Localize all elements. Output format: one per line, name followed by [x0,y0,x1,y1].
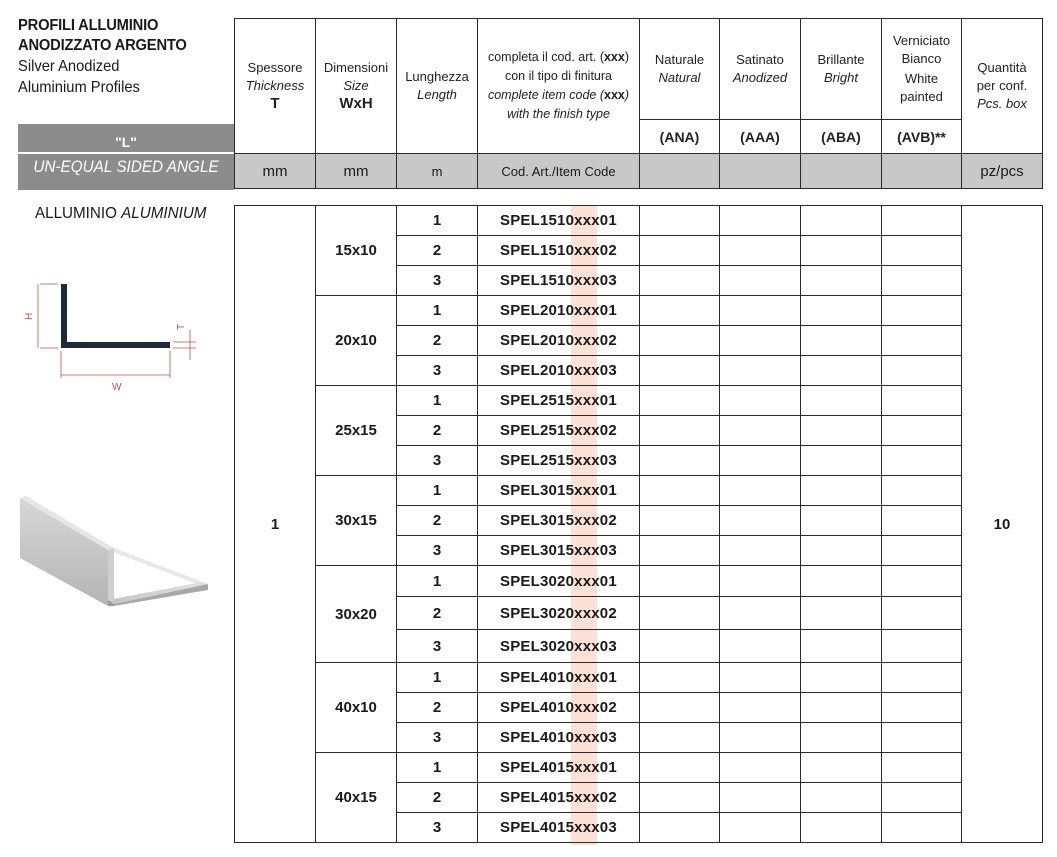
size-value: 20x10 [316,296,397,386]
unit-blank [720,154,801,189]
finish-checkbox-cell [640,566,720,597]
item-code-suffix: 02 [599,699,617,716]
item-code-suffix: 03 [599,272,617,289]
header-row [235,19,1043,120]
item-code-finish-placeholder: xxx [574,272,600,289]
finish-checkbox-cell [882,597,962,630]
thickness-en: Thickness [245,78,305,93]
item-code-suffix: 03 [599,819,617,836]
finish-checkbox-cell [640,536,720,566]
finish-checkbox-cell [640,783,720,813]
length-value: 1 [397,476,478,506]
material-label [35,205,206,223]
finish-checkbox-cell [720,597,801,630]
finish-checkbox-cell [882,536,962,566]
item-code-finish-placeholder: xxx [574,637,600,655]
finish-code-aaa: (AAA) [720,120,801,154]
finish-checkbox-cell [720,356,801,386]
finish-checkbox-cell [640,813,720,843]
item-code-prefix: SPEL3015 [500,542,575,559]
item-code [478,206,640,236]
finish-checkbox-cell [640,326,720,356]
size-it: Dimensioni [323,60,389,75]
header-code: completa il cod. art. (xxx) con il tipo di finitura complete item code (xxx) with the finish type [478,19,640,154]
thickness-it: Spessore [247,60,303,75]
length-value: 1 [397,386,478,416]
item-code-finish-placeholder: xxx [574,392,600,409]
finish-checkbox-cell [720,813,801,843]
length-value: 3 [397,813,478,843]
item-code [478,386,640,416]
finish-checkbox-cell [882,783,962,813]
unit-size: mm [316,154,397,189]
item-code-prefix: SPEL4015 [500,789,575,806]
item-code-prefix: SPEL4015 [500,819,575,836]
finish-checkbox-cell [640,663,720,693]
thickness-symbol: T [270,95,280,112]
finish-checkbox-cell [720,693,801,723]
item-code-finish-placeholder: xxx [574,362,600,379]
finish-checkbox-cell [801,813,882,843]
finish-checkbox-cell [640,506,720,536]
length-value: 2 [397,236,478,266]
item-code-suffix: 01 [599,212,617,229]
item-code-prefix: SPEL3020 [500,572,575,590]
finish-checkbox-cell [882,206,962,236]
item-code-suffix: 02 [599,789,617,806]
finish-checkbox-cell [640,386,720,416]
item-code-suffix: 01 [599,759,617,776]
item-code-finish-placeholder: xxx [574,542,600,559]
item-code-suffix: 01 [599,392,617,409]
quantity-value: 10 [962,206,1043,843]
finish-checkbox-cell [720,296,801,326]
item-code-suffix: 01 [599,302,617,319]
item-code-suffix: 02 [599,332,617,349]
finish-checkbox-cell [801,206,882,236]
finish-checkbox-cell [720,266,801,296]
item-code [478,566,640,597]
item-code-finish-placeholder: xxx [574,512,600,529]
finish-checkbox-cell [882,236,962,266]
header-thickness [235,19,316,154]
item-code-finish-placeholder: xxx [574,729,600,746]
item-code-finish-placeholder: xxx [574,819,600,836]
unit-blank [640,154,720,189]
finish-checkbox-cell [801,266,882,296]
item-code-finish-placeholder: xxx [574,332,600,349]
length-value: 1 [397,566,478,597]
length-value: 1 [397,296,478,326]
finish-checkbox-cell [640,476,720,506]
finish-checkbox-cell [801,296,882,326]
title-line-1: PROFILI ALLUMINIO [18,17,159,34]
finish-checkbox-cell [801,783,882,813]
size-en: Size [343,78,369,93]
finish-checkbox-cell [882,630,962,663]
item-code [478,506,640,536]
length-value: 2 [397,693,478,723]
finish-checkbox-cell [640,206,720,236]
item-code [478,356,640,386]
finish-checkbox-cell [640,236,720,266]
finish-checkbox-cell [720,723,801,753]
length-value: 2 [397,506,478,536]
finish-checkbox-cell [882,266,962,296]
item-code-suffix: 02 [599,512,617,529]
item-code-finish-placeholder: xxx [574,604,600,622]
unit-blank [801,154,882,189]
item-code [478,476,640,506]
title-line-4: Aluminium Profiles [18,79,140,96]
item-code [478,296,640,326]
table-row [235,663,1043,693]
profile-type-label [18,124,234,190]
finish-checkbox-cell [801,663,882,693]
item-code-finish-placeholder: xxx [574,789,600,806]
item-code-prefix: SPEL4015 [500,759,575,776]
item-code-suffix: 02 [599,604,617,622]
profile-quote: "L" [115,134,137,150]
finish-checkbox-cell [801,566,882,597]
item-code [478,446,640,476]
finish-code-avb: (AVB)** [882,120,962,154]
table-row [235,386,1043,416]
item-code-finish-placeholder: xxx [574,759,600,776]
header-size [316,19,397,154]
finish-checkbox-cell [801,326,882,356]
table-row [235,566,1043,597]
finish-checkbox-cell [801,236,882,266]
thickness-value: 1 [235,206,316,843]
unit-code: Cod. Art./Item Code [478,154,640,189]
finish-checkbox-cell [801,536,882,566]
h-label: H [24,312,35,320]
item-code-prefix: SPEL2010 [500,302,575,319]
item-code [478,597,640,630]
finish-checkbox-cell [640,296,720,326]
item-code [478,783,640,813]
length-value: 3 [397,723,478,753]
finish-checkbox-cell [720,536,801,566]
finish-checkbox-cell [640,693,720,723]
size-value: 30x15 [316,476,397,566]
item-code-finish-placeholder: xxx [574,302,600,319]
finish-checkbox-cell [801,723,882,753]
item-code-prefix: SPEL1510 [500,242,575,259]
finish-checkbox-cell [882,446,962,476]
finish-checkbox-cell [801,476,882,506]
finish-checkbox-cell [720,506,801,536]
finish-checkbox-cell [720,476,801,506]
length-value: 2 [397,783,478,813]
length-value: 1 [397,206,478,236]
finish-checkbox-cell [882,723,962,753]
item-code [478,813,640,843]
length-value: 3 [397,536,478,566]
size-value: 30x20 [316,566,397,663]
item-code-prefix: SPEL3020 [500,637,575,655]
finish-checkbox-cell [801,446,882,476]
item-code-suffix: 01 [599,669,617,686]
length-value: 2 [397,597,478,630]
finish-checkbox-cell [801,386,882,416]
item-code-prefix: SPEL3015 [500,512,575,529]
length-value: 1 [397,753,478,783]
finish-checkbox-cell [882,753,962,783]
finish-checkbox-cell [720,416,801,446]
finish-checkbox-cell [882,476,962,506]
item-code-suffix: 03 [599,362,617,379]
finish-code-ana: (ANA) [640,120,720,154]
label-divider [18,152,234,154]
length-value: 3 [397,446,478,476]
table-row [235,296,1043,326]
item-code-finish-placeholder: xxx [574,482,600,499]
size-value: 40x15 [316,753,397,843]
item-code-prefix: SPEL3020 [500,604,575,622]
item-code [478,266,640,296]
unit-length: m [397,154,478,189]
finish-checkbox-cell [801,597,882,630]
length-value: 3 [397,356,478,386]
finish-checkbox-cell [720,566,801,597]
item-code [478,536,640,566]
item-code-finish-placeholder: xxx [574,212,600,229]
finish-checkbox-cell [801,693,882,723]
finish-checkbox-cell [720,630,801,663]
length-en: Length [417,87,457,102]
item-code-prefix: SPEL2515 [500,452,575,469]
item-code-suffix: 01 [599,482,617,499]
table-row [235,753,1043,783]
item-code-suffix: 02 [599,242,617,259]
finish-checkbox-cell [640,753,720,783]
item-code [478,326,640,356]
item-code-suffix: 01 [599,572,617,590]
material-it: ALLUMINIO [35,205,117,222]
length-it: Lunghezza [405,69,469,84]
finish-checkbox-cell [720,783,801,813]
finish-checkbox-cell [801,506,882,536]
header-finish-natural: Naturale Natural [640,19,720,120]
finish-checkbox-cell [882,356,962,386]
item-code-prefix: SPEL2010 [500,332,575,349]
finish-checkbox-cell [640,266,720,296]
finish-checkbox-cell [882,506,962,536]
size-value: 25x15 [316,386,397,476]
material-en: ALUMINIUM [121,205,207,222]
item-code [478,693,640,723]
item-code-finish-placeholder: xxx [574,422,600,439]
unit-blank [882,154,962,189]
item-code-prefix: SPEL3015 [500,482,575,499]
finish-checkbox-cell [882,663,962,693]
finish-checkbox-cell [882,566,962,597]
profile-subtitle: UN-EQUAL SIDED ANGLE [33,157,219,176]
item-code-suffix: 02 [599,422,617,439]
product-table [234,18,1043,843]
item-code-suffix: 03 [599,452,617,469]
finish-checkbox-cell [720,386,801,416]
item-code-suffix: 03 [599,637,617,655]
finish-checkbox-cell [801,356,882,386]
profile-3d-illustration-icon [18,490,213,610]
item-code-prefix: SPEL2515 [500,392,575,409]
finish-checkbox-cell [720,753,801,783]
item-code [478,236,640,266]
item-code-finish-placeholder: xxx [574,572,600,590]
title-line-2: ANODIZZATO ARGENTO [18,37,187,54]
finish-checkbox-cell [720,663,801,693]
finish-checkbox-cell [720,326,801,356]
item-code [478,753,640,783]
finish-checkbox-cell [801,753,882,783]
item-code-finish-placeholder: xxx [574,242,600,259]
finish-code-aba: (ABA) [801,120,882,154]
item-code-prefix: SPEL2515 [500,422,575,439]
item-code [478,630,640,663]
finish-checkbox-cell [640,723,720,753]
header-finish-anodized: Satinato Anodized [720,19,801,120]
finish-checkbox-cell [801,416,882,446]
length-value: 2 [397,326,478,356]
finish-checkbox-cell [640,356,720,386]
item-code [478,723,640,753]
size-symbol: WxH [339,95,373,112]
finish-checkbox-cell [882,386,962,416]
cross-section-diagram-icon [18,278,218,393]
finish-checkbox-cell [720,236,801,266]
finish-checkbox-cell [640,630,720,663]
header-length [397,19,478,154]
title-line-3: Silver Anodized [18,58,120,75]
item-code-finish-placeholder: xxx [574,452,600,469]
finish-checkbox-cell [882,296,962,326]
size-value: 15x10 [316,206,397,296]
catalog-title [18,16,233,98]
item-code-finish-placeholder: xxx [574,669,600,686]
item-code-prefix: SPEL4010 [500,729,575,746]
finish-checkbox-cell [640,446,720,476]
item-code-suffix: 03 [599,729,617,746]
item-code-suffix: 03 [599,542,617,559]
header-quantity: Quantità per conf. Pcs. box [962,19,1043,154]
finish-checkbox-cell [801,630,882,663]
length-value: 3 [397,630,478,663]
unit-thickness: mm [235,154,316,189]
finish-checkbox-cell [882,693,962,723]
item-code-prefix: SPEL1510 [500,212,575,229]
header-finish-bright: Brillante Bright [801,19,882,120]
t-label: T [176,323,187,330]
item-code-prefix: SPEL1510 [500,272,575,289]
length-value: 3 [397,266,478,296]
length-value: 2 [397,416,478,446]
w-label: W [112,382,122,393]
finish-checkbox-cell [640,597,720,630]
finish-checkbox-cell [720,446,801,476]
finish-checkbox-cell [882,416,962,446]
unit-row [235,154,1043,189]
finish-checkbox-cell [720,206,801,236]
length-value: 1 [397,663,478,693]
header-finish-white: Verniciato Bianco White painted [882,19,962,120]
item-code-prefix: SPEL4010 [500,699,575,716]
finish-checkbox-cell [882,326,962,356]
item-code-prefix: SPEL2010 [500,362,575,379]
item-code-prefix: SPEL4010 [500,669,575,686]
table-row [235,476,1043,506]
size-value: 40x10 [316,663,397,753]
item-code [478,416,640,446]
unit-quantity: pz/pcs [962,154,1043,189]
finish-checkbox-cell [882,813,962,843]
spacer-row [235,189,1043,206]
item-code [478,663,640,693]
finish-checkbox-cell [640,416,720,446]
item-code-finish-placeholder: xxx [574,699,600,716]
table-row [235,206,1043,236]
